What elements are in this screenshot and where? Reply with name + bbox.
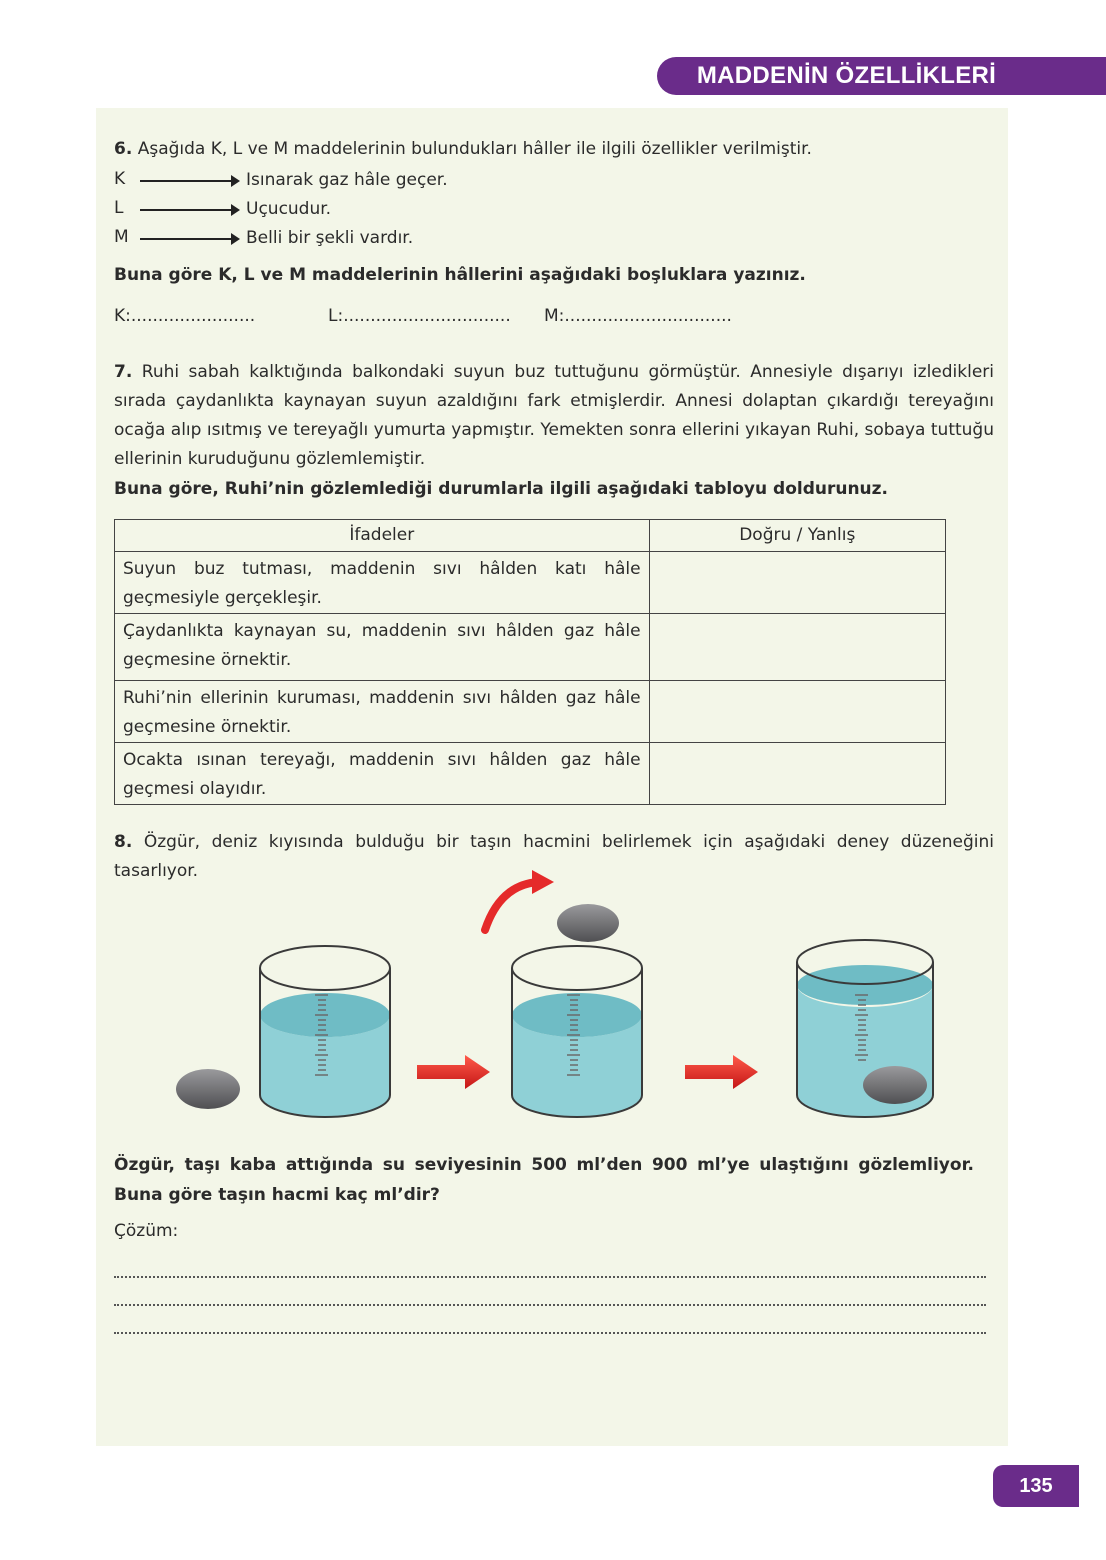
table-answer-cell[interactable] <box>649 614 945 681</box>
q6-text-k: Isınarak gaz hâle geçer. <box>246 170 448 190</box>
answer-line[interactable] <box>114 1272 986 1278</box>
q6-letter-m: M <box>114 227 129 247</box>
arrow-right-icon <box>140 209 232 211</box>
q6-text-m: Belli bir şekli vardır. <box>246 228 414 248</box>
observation-table <box>114 519 946 805</box>
beaker-3 <box>797 940 933 1117</box>
curved-arrow-icon <box>485 882 538 930</box>
q6-answer-k: K:....................... <box>114 306 256 326</box>
q6-letter-k: K <box>114 169 126 189</box>
arrow-right-icon <box>140 238 232 240</box>
table-header-statements: İfadeler <box>115 520 650 552</box>
table-header-true-false: Doğru / Yanlış <box>649 520 945 552</box>
table-answer-cell[interactable] <box>649 681 945 743</box>
q6-letter-l: L <box>114 198 124 218</box>
table-row <box>115 614 946 681</box>
page-number: 135 <box>993 1465 1079 1507</box>
table-row <box>115 743 946 805</box>
table-statement: Çaydanlıkta kaynayan su, maddenin sıvı hâlden gaz hâle geçmesine örnektir. <box>115 614 650 681</box>
table-statement: Ocakta ısınan tereyağı, maddenin sıvı hâlden gaz hâle geçmesi olayıdır. <box>115 743 650 805</box>
stone-icon <box>557 904 619 942</box>
q6-text-l: Uçucudur. <box>246 199 332 219</box>
red-arrow-icon <box>685 1055 758 1089</box>
q6-intro: Aşağıda K, L ve M maddelerinin bulundukları hâller ile ilgili özellikler verilmiştir. <box>137 139 812 159</box>
answer-line[interactable] <box>114 1328 986 1334</box>
q8-question: Özgür, taşı kaba attığında su seviyesinin 500 ml’den 900 ml’ye ulaştığını gözlemliyor. Buna göre taşın hacmi kaç ml’dir? <box>114 1155 974 1205</box>
q6-number: 6. <box>114 139 133 159</box>
experiment-figure <box>160 860 960 1130</box>
chapter-title: MADDENİN ÖZELLİKLERİ <box>696 62 997 89</box>
table-header-row <box>115 520 946 552</box>
table-statement: Ruhi’nin ellerinin kuruması, maddenin sıvı hâlden gaz hâle geçmesine örnektir. <box>115 681 650 743</box>
beaker-2 <box>512 946 642 1117</box>
q8-solution-label: Çözüm: <box>114 1221 179 1241</box>
chapter-header <box>657 57 1106 95</box>
q7-text: Ruhi sabah kalktığında balkondaki suyun buz tuttuğunu görmüştür. Annesiyle dışarıyı izledikleri sırada çaydanlıkta kaynayan suyun azaldığını fark etmişlerdir. Annesi dolaptan çıkardığı tereyağını ocağa alıp ısıtmış ve tereyağlı yumurta yapmıştır. Yemekten sonra ellerini yıkayan Ruhi, sobaya tuttuğu ellerinin kuruduğunu gözlemlemiştir. <box>114 362 995 469</box>
table-answer-cell[interactable] <box>649 743 945 805</box>
table-row <box>115 681 946 743</box>
stone-icon <box>863 1066 927 1104</box>
beaker-1 <box>260 946 390 1117</box>
table-row <box>115 552 946 614</box>
q7-paragraph <box>114 358 994 474</box>
answer-line[interactable] <box>114 1300 986 1306</box>
red-arrow-icon <box>417 1055 490 1089</box>
stone-icon <box>176 1069 240 1109</box>
q8-number: 8. <box>114 832 133 852</box>
q8-text: Özgür, deniz kıyısında bulduğu bir taşın hacmini belirlemek için aşağıdaki deney düzeneğini tasarlıyor. <box>114 832 994 881</box>
table-statement: Suyun buz tutması, maddenin sıvı hâlden katı hâle geçmesiyle gerçekleşir. <box>115 552 650 614</box>
q6-answer-m: M:............................... <box>544 306 732 326</box>
q6-intro-line <box>114 136 812 162</box>
curved-arrow-head-icon <box>532 870 554 894</box>
table-answer-cell[interactable] <box>649 552 945 614</box>
q7-instruction: Buna göre, Ruhi’nin gözlemlediği durumlarla ilgili aşağıdaki tabloyu doldurunuz. <box>114 479 889 499</box>
q7-number: 7. <box>114 362 133 382</box>
q6-instruction: Buna göre K, L ve M maddelerinin hâllerini aşağıdaki boşluklara yazınız. <box>114 265 806 285</box>
q6-answer-l: L:............................... <box>328 306 511 326</box>
arrow-right-icon <box>140 180 232 182</box>
